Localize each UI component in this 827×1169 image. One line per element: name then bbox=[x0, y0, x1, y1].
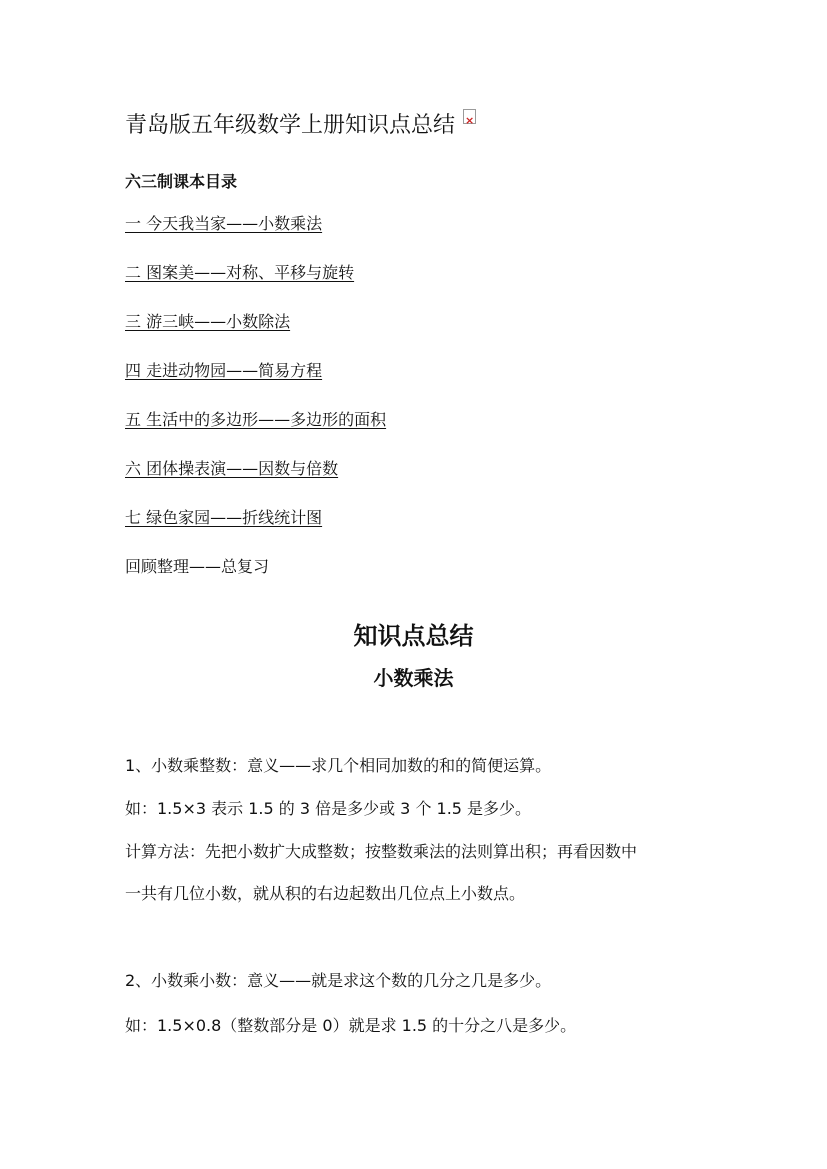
paragraph-method-line-2: 一共有几位小数，就从积的右边起数出几位点上小数点。 bbox=[125, 884, 526, 903]
toc-item bbox=[125, 407, 386, 456]
table-of-contents bbox=[125, 211, 386, 603]
toc-link-unit-3[interactable]: 三 游三峡——小数除法 bbox=[125, 312, 291, 331]
toc-item bbox=[125, 456, 386, 505]
toc-review-text: 回顾整理——总复习 bbox=[125, 557, 270, 576]
section-title: 知识点总结 bbox=[353, 622, 474, 650]
toc-item-review bbox=[125, 554, 386, 603]
paragraph-decimal-times-integer: 1、小数乘整数：意义——求几个相同加数的和的简便运算。 bbox=[125, 756, 552, 775]
toc-link-unit-6[interactable]: 六 团体操表演——因数与倍数 bbox=[125, 459, 339, 478]
toc-item bbox=[125, 309, 386, 358]
toc-link-unit-2[interactable]: 二 图案美——对称、平移与旋转 bbox=[125, 263, 355, 282]
toc-item bbox=[125, 505, 386, 554]
document-title bbox=[125, 111, 476, 141]
paragraph-example-2: 如：1.5×0.8（整数部分是 0）就是求 1.5 的十分之八是多少。 bbox=[125, 1016, 577, 1035]
paragraph-decimal-times-decimal: 2、小数乘小数：意义——就是求这个数的几分之几是多少。 bbox=[125, 971, 552, 990]
toc-item bbox=[125, 260, 386, 309]
toc-heading: 六三制课本目录 bbox=[125, 172, 238, 191]
section-subtitle: 小数乘法 bbox=[373, 666, 454, 690]
toc-link-unit-1[interactable]: 一 今天我当家——小数乘法 bbox=[125, 214, 323, 233]
paragraph-method-line-1: 计算方法：先把小数扩大成整数；按整数乘法的法则算出积；再看因数中 bbox=[125, 842, 638, 861]
toc-link-unit-7[interactable]: 七 绿色家园——折线统计图 bbox=[125, 508, 323, 527]
document-title-text: 青岛版五年级数学上册知识点总结 bbox=[125, 113, 456, 138]
toc-link-unit-5[interactable]: 五 生活中的多边形——多边形的面积 bbox=[125, 410, 387, 429]
broken-image-icon bbox=[463, 109, 476, 124]
toc-item bbox=[125, 211, 386, 260]
toc-link-unit-4[interactable]: 四 走进动物园——简易方程 bbox=[125, 361, 323, 380]
paragraph-example-1: 如：1.5×3 表示 1.5 的 3 倍是多少或 3 个 1.5 是多少。 bbox=[125, 799, 532, 818]
toc-item bbox=[125, 358, 386, 407]
